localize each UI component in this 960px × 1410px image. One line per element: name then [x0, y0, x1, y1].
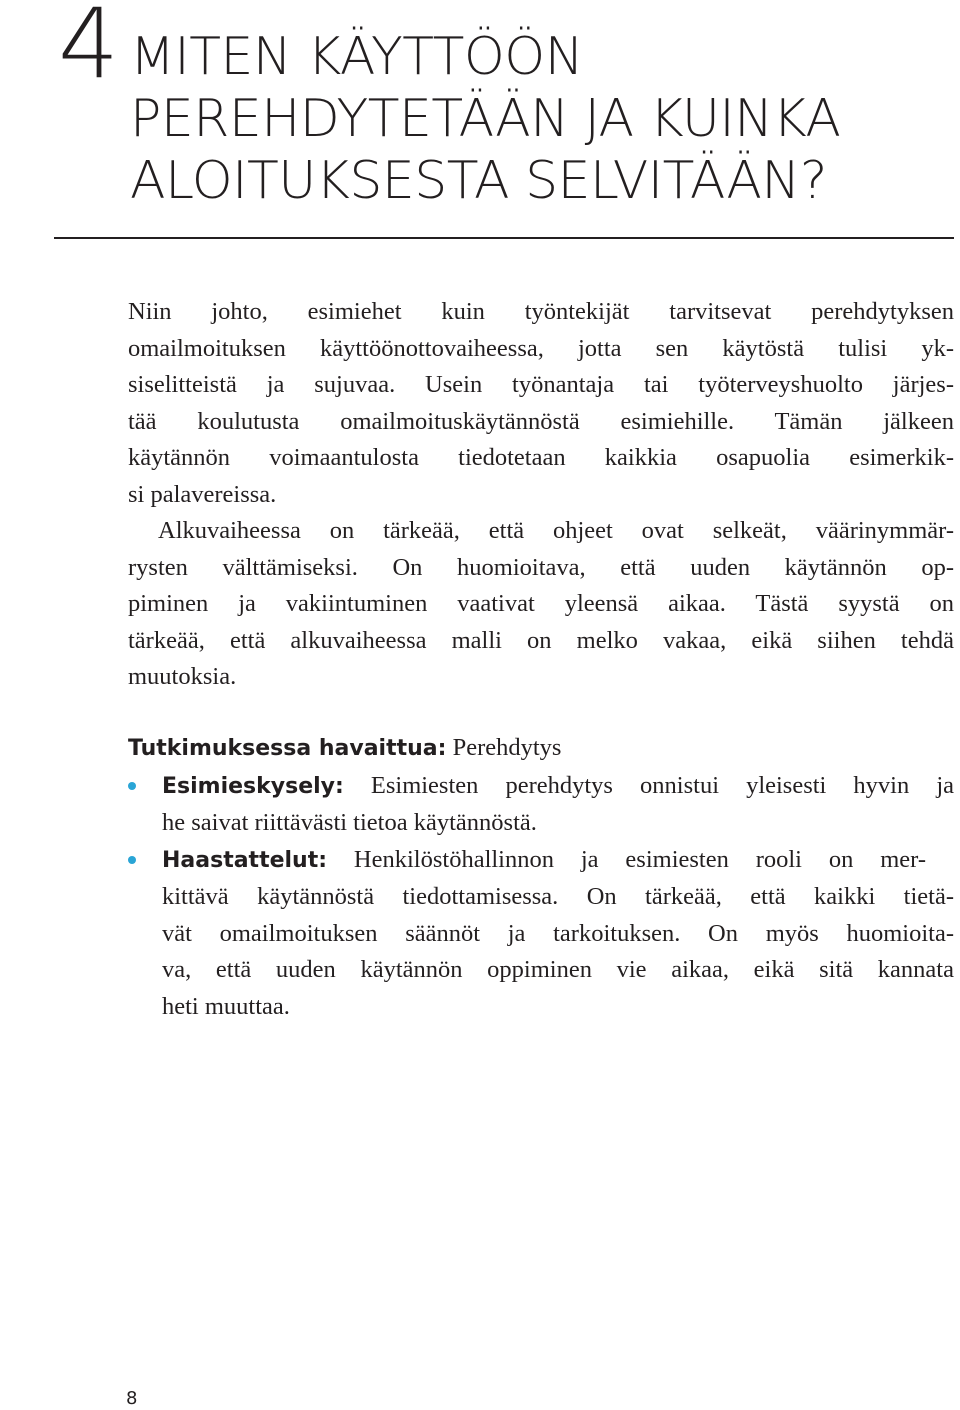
text-line: [162, 842, 926, 880]
bullet-text: Henkilöstöhallinnon ja esimiesten rooli on mer-: [327, 845, 926, 873]
bullet-label: Haastattelut:: [162, 847, 328, 873]
text-line: va, että uuden käytännön oppiminen vie aikaa, eikä sitä kannata: [162, 956, 954, 983]
text-line: tärkeää, että alkuvaiheessa malli on melko vakaa, eikä siihen tehdä: [128, 626, 954, 654]
text-line: rysten välttämiseksi. On huomioitava, että uuden käytännön op-: [128, 553, 954, 581]
bullet-icon: [128, 782, 136, 790]
paragraph: [128, 294, 954, 513]
title-divider: [54, 237, 954, 239]
findings-label: Tutkimuksessa havaittua:: [128, 736, 447, 761]
paragraph: [128, 513, 954, 696]
text-line: muutoksia.: [128, 663, 237, 690]
text-line: heti muuttaa.: [162, 992, 290, 1020]
text-line: tää koulutusta omailmoituskäytännöstä esimiehille. Tämän jälkeen: [128, 407, 954, 435]
chapter-title-line: MITEN KÄYTTÖÖN: [130, 27, 584, 87]
findings-box: [128, 730, 954, 1025]
chapter-number: 4: [58, 0, 118, 100]
chapter-title-line: ALOITUKSESTA SELVITÄÄN?: [130, 151, 827, 211]
text-line: he saivat riittävästi tietoa käytännöstä.: [162, 809, 537, 836]
text-line: si palavereissa.: [128, 480, 277, 508]
text-line: piminen ja vakiintuminen vaativat yleensä aikaa. Tästä syystä on: [128, 590, 954, 617]
list-item: [128, 842, 954, 1026]
text-line: kittävä käytännöstä tiedottamisessa. On tärkeää, että kaikki tietä-: [162, 883, 954, 910]
text-line: käytännön voimaantulosta tiedotetaan kaikkia osapuolia esimerkik-: [128, 444, 954, 471]
page-number: 8: [126, 1388, 138, 1409]
findings-topic: Perehdytys: [446, 734, 562, 761]
chapter-title: [130, 26, 950, 212]
text-line: Niin johto, esimiehet kuin työntekijät tarvitsevat perehdytyksen: [128, 298, 954, 325]
text-line: siselitteistä ja sujuvaa. Usein työnantaja tai työterveyshuolto järjes-: [128, 371, 954, 398]
body-text: [128, 294, 954, 696]
list-item: [128, 768, 954, 842]
text-line: Alkuvaiheessa on tärkeää, että ohjeet ovat selkeät, väärinymmär-: [158, 517, 954, 544]
bullet-text: Esimiesten perehdytys onnistui yleisesti hyvin ja: [343, 771, 954, 799]
bullet-icon: [128, 856, 136, 864]
text-line: vät omailmoituksen säännöt ja tarkoituksen. On myös huomioita-: [162, 919, 954, 947]
bullet-label: Esimieskysely:: [162, 773, 344, 799]
findings-heading: [128, 730, 954, 768]
chapter-title-line: PEREHDYTETÄÄN JA KUINKA: [130, 89, 841, 149]
text-line: omailmoituksen käyttöönottovaiheessa, jotta sen käytöstä tulisi yk-: [128, 334, 954, 362]
text-line: [162, 768, 954, 806]
